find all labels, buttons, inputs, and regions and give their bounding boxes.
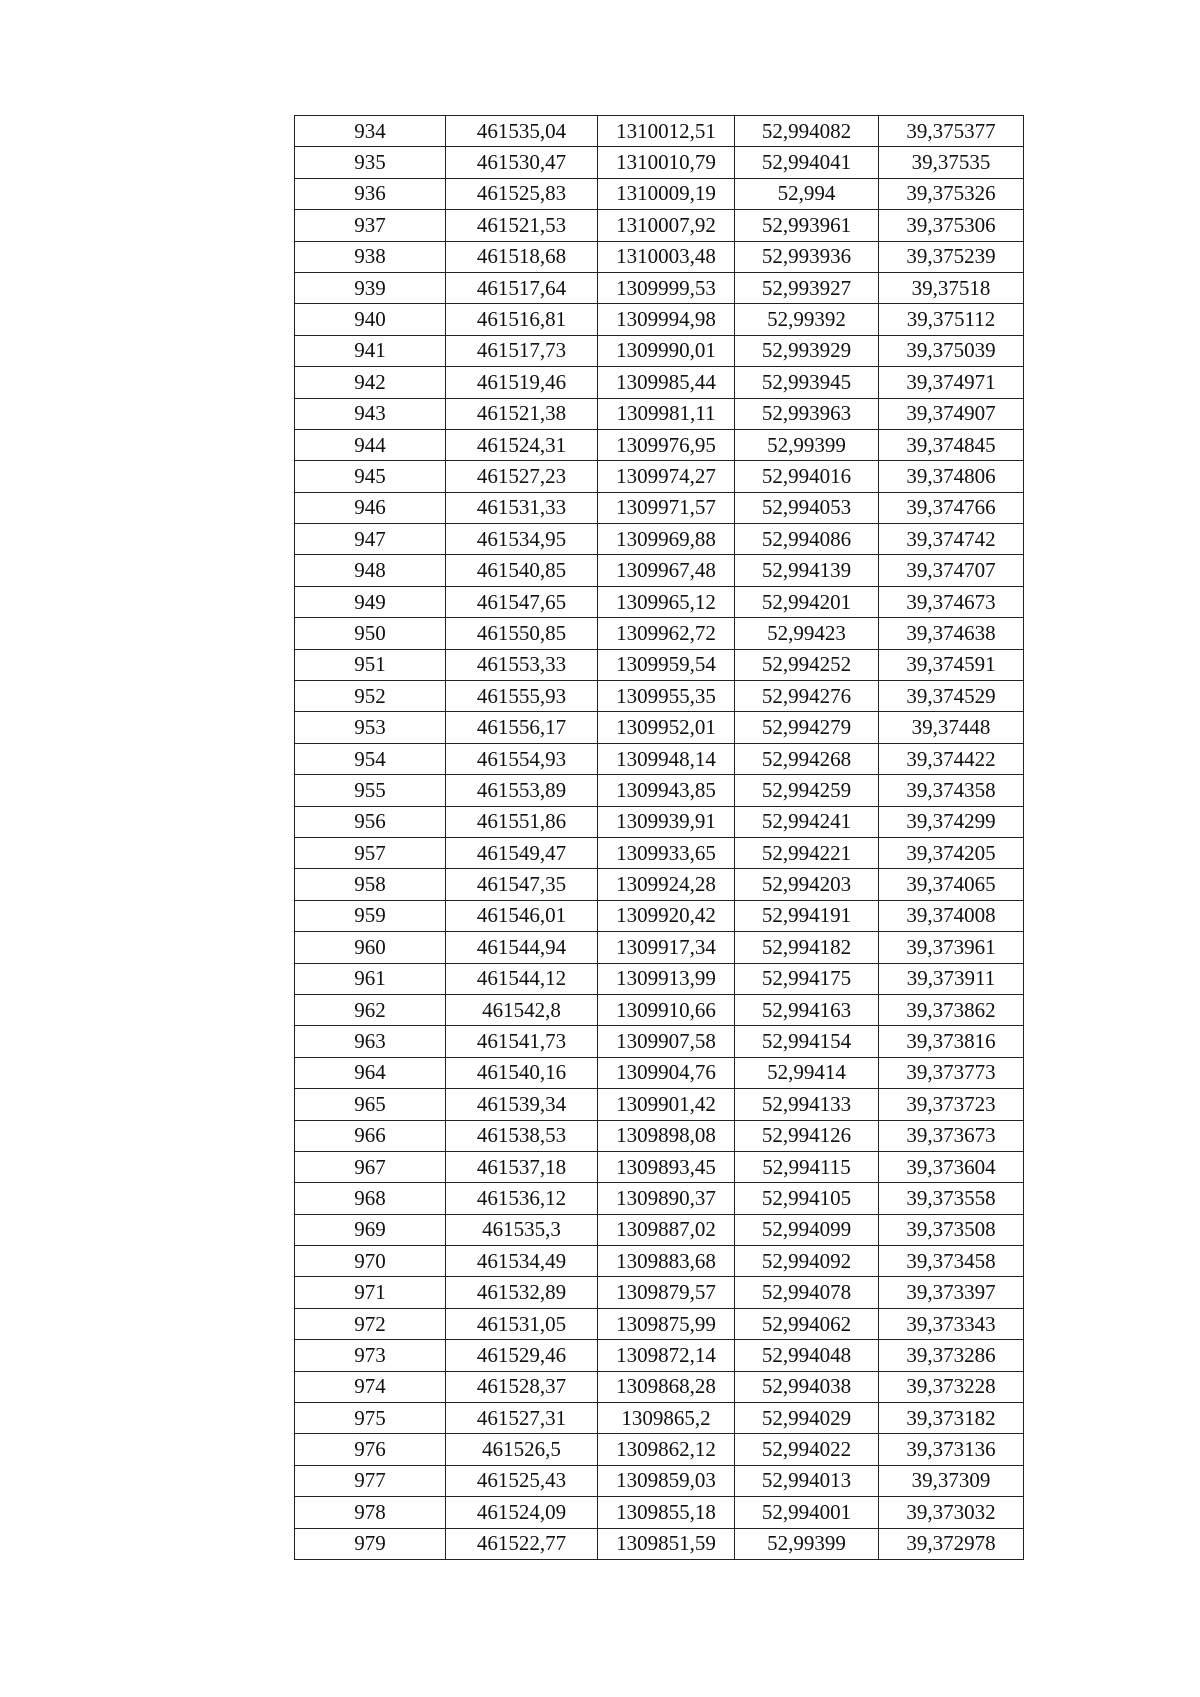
table-row bbox=[295, 1403, 1024, 1434]
y-coordinate-cell: 1309971,57 bbox=[598, 492, 735, 523]
table-row bbox=[295, 994, 1024, 1025]
x-coordinate-cell: 461540,16 bbox=[446, 1057, 598, 1088]
longitude-cell: 39,373816 bbox=[879, 1026, 1024, 1057]
latitude-cell: 52,993929 bbox=[735, 335, 879, 366]
table-row bbox=[295, 116, 1024, 147]
table-row bbox=[295, 649, 1024, 680]
y-coordinate-cell: 1309875,99 bbox=[598, 1308, 735, 1339]
coordinates-table-body bbox=[295, 116, 1024, 1560]
y-coordinate-cell: 1310010,79 bbox=[598, 147, 735, 178]
point-number-cell: 954 bbox=[295, 743, 446, 774]
table-row bbox=[295, 1308, 1024, 1339]
table-row bbox=[295, 524, 1024, 555]
longitude-cell: 39,37535 bbox=[879, 147, 1024, 178]
x-coordinate-cell: 461531,05 bbox=[446, 1308, 598, 1339]
point-number-cell: 966 bbox=[295, 1120, 446, 1151]
x-coordinate-cell: 461542,8 bbox=[446, 994, 598, 1025]
longitude-cell: 39,373343 bbox=[879, 1308, 1024, 1339]
point-number-cell: 956 bbox=[295, 806, 446, 837]
point-number-cell: 961 bbox=[295, 963, 446, 994]
longitude-cell: 39,374205 bbox=[879, 837, 1024, 868]
y-coordinate-cell: 1310007,92 bbox=[598, 210, 735, 241]
point-number-cell: 970 bbox=[295, 1246, 446, 1277]
point-number-cell: 965 bbox=[295, 1089, 446, 1120]
x-coordinate-cell: 461517,73 bbox=[446, 335, 598, 366]
latitude-cell: 52,993963 bbox=[735, 398, 879, 429]
x-coordinate-cell: 461525,83 bbox=[446, 178, 598, 209]
latitude-cell: 52,994016 bbox=[735, 461, 879, 492]
point-number-cell: 936 bbox=[295, 178, 446, 209]
table-row bbox=[295, 775, 1024, 806]
point-number-cell: 948 bbox=[295, 555, 446, 586]
y-coordinate-cell: 1309862,12 bbox=[598, 1434, 735, 1465]
y-coordinate-cell: 1309904,76 bbox=[598, 1057, 735, 1088]
y-coordinate-cell: 1309901,42 bbox=[598, 1089, 735, 1120]
y-coordinate-cell: 1309990,01 bbox=[598, 335, 735, 366]
latitude-cell: 52,994175 bbox=[735, 963, 879, 994]
latitude-cell: 52,994086 bbox=[735, 524, 879, 555]
point-number-cell: 957 bbox=[295, 837, 446, 868]
latitude-cell: 52,994252 bbox=[735, 649, 879, 680]
latitude-cell: 52,994062 bbox=[735, 1308, 879, 1339]
table-row bbox=[295, 555, 1024, 586]
table-row bbox=[295, 1528, 1024, 1559]
y-coordinate-cell: 1309879,57 bbox=[598, 1277, 735, 1308]
point-number-cell: 959 bbox=[295, 900, 446, 931]
x-coordinate-cell: 461536,12 bbox=[446, 1183, 598, 1214]
y-coordinate-cell: 1309898,08 bbox=[598, 1120, 735, 1151]
point-number-cell: 934 bbox=[295, 116, 446, 147]
table-row bbox=[295, 1497, 1024, 1528]
table-row bbox=[295, 1214, 1024, 1245]
latitude-cell: 52,994241 bbox=[735, 806, 879, 837]
point-number-cell: 974 bbox=[295, 1371, 446, 1402]
x-coordinate-cell: 461541,73 bbox=[446, 1026, 598, 1057]
longitude-cell: 39,375377 bbox=[879, 116, 1024, 147]
longitude-cell: 39,373286 bbox=[879, 1340, 1024, 1371]
longitude-cell: 39,374766 bbox=[879, 492, 1024, 523]
point-number-cell: 949 bbox=[295, 586, 446, 617]
y-coordinate-cell: 1309952,01 bbox=[598, 712, 735, 743]
longitude-cell: 39,37309 bbox=[879, 1465, 1024, 1496]
x-coordinate-cell: 461549,47 bbox=[446, 837, 598, 868]
coordinates-table bbox=[294, 115, 1024, 1560]
x-coordinate-cell: 461539,34 bbox=[446, 1089, 598, 1120]
longitude-cell: 39,375326 bbox=[879, 178, 1024, 209]
y-coordinate-cell: 1309974,27 bbox=[598, 461, 735, 492]
x-coordinate-cell: 461519,46 bbox=[446, 367, 598, 398]
latitude-cell: 52,994268 bbox=[735, 743, 879, 774]
y-coordinate-cell: 1309969,88 bbox=[598, 524, 735, 555]
longitude-cell: 39,374845 bbox=[879, 429, 1024, 460]
y-coordinate-cell: 1309943,85 bbox=[598, 775, 735, 806]
longitude-cell: 39,373961 bbox=[879, 932, 1024, 963]
point-number-cell: 977 bbox=[295, 1465, 446, 1496]
point-number-cell: 945 bbox=[295, 461, 446, 492]
table-row bbox=[295, 272, 1024, 303]
table-row bbox=[295, 367, 1024, 398]
y-coordinate-cell: 1309924,28 bbox=[598, 869, 735, 900]
table-row bbox=[295, 241, 1024, 272]
table-row bbox=[295, 461, 1024, 492]
longitude-cell: 39,374806 bbox=[879, 461, 1024, 492]
x-coordinate-cell: 461528,37 bbox=[446, 1371, 598, 1402]
longitude-cell: 39,373862 bbox=[879, 994, 1024, 1025]
x-coordinate-cell: 461522,77 bbox=[446, 1528, 598, 1559]
y-coordinate-cell: 1309967,48 bbox=[598, 555, 735, 586]
table-row bbox=[295, 1434, 1024, 1465]
longitude-cell: 39,373032 bbox=[879, 1497, 1024, 1528]
point-number-cell: 943 bbox=[295, 398, 446, 429]
longitude-cell: 39,373673 bbox=[879, 1120, 1024, 1151]
point-number-cell: 935 bbox=[295, 147, 446, 178]
y-coordinate-cell: 1309868,28 bbox=[598, 1371, 735, 1402]
longitude-cell: 39,37448 bbox=[879, 712, 1024, 743]
latitude-cell: 52,994013 bbox=[735, 1465, 879, 1496]
latitude-cell: 52,994203 bbox=[735, 869, 879, 900]
x-coordinate-cell: 461521,38 bbox=[446, 398, 598, 429]
latitude-cell: 52,994115 bbox=[735, 1151, 879, 1182]
x-coordinate-cell: 461544,94 bbox=[446, 932, 598, 963]
latitude-cell: 52,994182 bbox=[735, 932, 879, 963]
y-coordinate-cell: 1309976,95 bbox=[598, 429, 735, 460]
table-row bbox=[295, 1089, 1024, 1120]
table-row bbox=[295, 1246, 1024, 1277]
point-number-cell: 944 bbox=[295, 429, 446, 460]
table-row bbox=[295, 1371, 1024, 1402]
point-number-cell: 971 bbox=[295, 1277, 446, 1308]
latitude-cell: 52,994105 bbox=[735, 1183, 879, 1214]
latitude-cell: 52,994133 bbox=[735, 1089, 879, 1120]
longitude-cell: 39,374529 bbox=[879, 681, 1024, 712]
table-row bbox=[295, 210, 1024, 241]
y-coordinate-cell: 1310012,51 bbox=[598, 116, 735, 147]
x-coordinate-cell: 461537,18 bbox=[446, 1151, 598, 1182]
longitude-cell: 39,37518 bbox=[879, 272, 1024, 303]
longitude-cell: 39,374907 bbox=[879, 398, 1024, 429]
point-number-cell: 941 bbox=[295, 335, 446, 366]
latitude-cell: 52,994163 bbox=[735, 994, 879, 1025]
longitude-cell: 39,372978 bbox=[879, 1528, 1024, 1559]
point-number-cell: 953 bbox=[295, 712, 446, 743]
point-number-cell: 946 bbox=[295, 492, 446, 523]
longitude-cell: 39,374673 bbox=[879, 586, 1024, 617]
longitude-cell: 39,375239 bbox=[879, 241, 1024, 272]
y-coordinate-cell: 1309893,45 bbox=[598, 1151, 735, 1182]
longitude-cell: 39,373723 bbox=[879, 1089, 1024, 1120]
longitude-cell: 39,374299 bbox=[879, 806, 1024, 837]
latitude-cell: 52,99423 bbox=[735, 618, 879, 649]
point-number-cell: 958 bbox=[295, 869, 446, 900]
x-coordinate-cell: 461531,33 bbox=[446, 492, 598, 523]
point-number-cell: 973 bbox=[295, 1340, 446, 1371]
x-coordinate-cell: 461556,17 bbox=[446, 712, 598, 743]
longitude-cell: 39,375112 bbox=[879, 304, 1024, 335]
point-number-cell: 975 bbox=[295, 1403, 446, 1434]
point-number-cell: 955 bbox=[295, 775, 446, 806]
table-row bbox=[295, 869, 1024, 900]
x-coordinate-cell: 461534,95 bbox=[446, 524, 598, 555]
x-coordinate-cell: 461526,5 bbox=[446, 1434, 598, 1465]
longitude-cell: 39,374065 bbox=[879, 869, 1024, 900]
point-number-cell: 964 bbox=[295, 1057, 446, 1088]
table-row bbox=[295, 178, 1024, 209]
table-row bbox=[295, 492, 1024, 523]
y-coordinate-cell: 1309948,14 bbox=[598, 743, 735, 774]
longitude-cell: 39,374707 bbox=[879, 555, 1024, 586]
table-row bbox=[295, 743, 1024, 774]
x-coordinate-cell: 461544,12 bbox=[446, 963, 598, 994]
table-row bbox=[295, 304, 1024, 335]
table-row bbox=[295, 1465, 1024, 1496]
longitude-cell: 39,373397 bbox=[879, 1277, 1024, 1308]
latitude-cell: 52,994078 bbox=[735, 1277, 879, 1308]
table-row bbox=[295, 837, 1024, 868]
longitude-cell: 39,374742 bbox=[879, 524, 1024, 555]
x-coordinate-cell: 461555,93 bbox=[446, 681, 598, 712]
longitude-cell: 39,373773 bbox=[879, 1057, 1024, 1088]
latitude-cell: 52,993945 bbox=[735, 367, 879, 398]
latitude-cell: 52,99392 bbox=[735, 304, 879, 335]
x-coordinate-cell: 461532,89 bbox=[446, 1277, 598, 1308]
longitude-cell: 39,373228 bbox=[879, 1371, 1024, 1402]
table-row bbox=[295, 1057, 1024, 1088]
x-coordinate-cell: 461550,85 bbox=[446, 618, 598, 649]
point-number-cell: 962 bbox=[295, 994, 446, 1025]
table-row bbox=[295, 900, 1024, 931]
point-number-cell: 960 bbox=[295, 932, 446, 963]
latitude-cell: 52,994099 bbox=[735, 1214, 879, 1245]
latitude-cell: 52,994259 bbox=[735, 775, 879, 806]
latitude-cell: 52,994001 bbox=[735, 1497, 879, 1528]
latitude-cell: 52,994041 bbox=[735, 147, 879, 178]
table-row bbox=[295, 618, 1024, 649]
point-number-cell: 939 bbox=[295, 272, 446, 303]
longitude-cell: 39,375306 bbox=[879, 210, 1024, 241]
x-coordinate-cell: 461547,65 bbox=[446, 586, 598, 617]
latitude-cell: 52,994029 bbox=[735, 1403, 879, 1434]
point-number-cell: 950 bbox=[295, 618, 446, 649]
latitude-cell: 52,994053 bbox=[735, 492, 879, 523]
latitude-cell: 52,994126 bbox=[735, 1120, 879, 1151]
latitude-cell: 52,993961 bbox=[735, 210, 879, 241]
table-row bbox=[295, 335, 1024, 366]
x-coordinate-cell: 461527,23 bbox=[446, 461, 598, 492]
longitude-cell: 39,374358 bbox=[879, 775, 1024, 806]
point-number-cell: 940 bbox=[295, 304, 446, 335]
latitude-cell: 52,99399 bbox=[735, 1528, 879, 1559]
latitude-cell: 52,994279 bbox=[735, 712, 879, 743]
x-coordinate-cell: 461516,81 bbox=[446, 304, 598, 335]
table-row bbox=[295, 398, 1024, 429]
latitude-cell: 52,994022 bbox=[735, 1434, 879, 1465]
point-number-cell: 968 bbox=[295, 1183, 446, 1214]
table-row bbox=[295, 1340, 1024, 1371]
point-number-cell: 938 bbox=[295, 241, 446, 272]
y-coordinate-cell: 1309933,65 bbox=[598, 837, 735, 868]
x-coordinate-cell: 461551,86 bbox=[446, 806, 598, 837]
y-coordinate-cell: 1309994,98 bbox=[598, 304, 735, 335]
latitude-cell: 52,99414 bbox=[735, 1057, 879, 1088]
longitude-cell: 39,374591 bbox=[879, 649, 1024, 680]
latitude-cell: 52,994191 bbox=[735, 900, 879, 931]
x-coordinate-cell: 461546,01 bbox=[446, 900, 598, 931]
longitude-cell: 39,373604 bbox=[879, 1151, 1024, 1182]
x-coordinate-cell: 461538,53 bbox=[446, 1120, 598, 1151]
point-number-cell: 963 bbox=[295, 1026, 446, 1057]
point-number-cell: 969 bbox=[295, 1214, 446, 1245]
x-coordinate-cell: 461553,89 bbox=[446, 775, 598, 806]
y-coordinate-cell: 1309913,99 bbox=[598, 963, 735, 994]
point-number-cell: 937 bbox=[295, 210, 446, 241]
point-number-cell: 947 bbox=[295, 524, 446, 555]
y-coordinate-cell: 1309917,34 bbox=[598, 932, 735, 963]
y-coordinate-cell: 1309959,54 bbox=[598, 649, 735, 680]
table-row bbox=[295, 1120, 1024, 1151]
table-row bbox=[295, 429, 1024, 460]
x-coordinate-cell: 461525,43 bbox=[446, 1465, 598, 1496]
point-number-cell: 967 bbox=[295, 1151, 446, 1182]
y-coordinate-cell: 1309999,53 bbox=[598, 272, 735, 303]
x-coordinate-cell: 461521,53 bbox=[446, 210, 598, 241]
table-row bbox=[295, 1183, 1024, 1214]
y-coordinate-cell: 1309939,91 bbox=[598, 806, 735, 837]
x-coordinate-cell: 461529,46 bbox=[446, 1340, 598, 1371]
longitude-cell: 39,373558 bbox=[879, 1183, 1024, 1214]
x-coordinate-cell: 461524,31 bbox=[446, 429, 598, 460]
latitude-cell: 52,994276 bbox=[735, 681, 879, 712]
x-coordinate-cell: 461535,3 bbox=[446, 1214, 598, 1245]
y-coordinate-cell: 1309920,42 bbox=[598, 900, 735, 931]
longitude-cell: 39,373458 bbox=[879, 1246, 1024, 1277]
point-number-cell: 952 bbox=[295, 681, 446, 712]
latitude-cell: 52,993927 bbox=[735, 272, 879, 303]
longitude-cell: 39,374422 bbox=[879, 743, 1024, 774]
y-coordinate-cell: 1309859,03 bbox=[598, 1465, 735, 1496]
latitude-cell: 52,994 bbox=[735, 178, 879, 209]
y-coordinate-cell: 1309883,68 bbox=[598, 1246, 735, 1277]
x-coordinate-cell: 461517,64 bbox=[446, 272, 598, 303]
point-number-cell: 976 bbox=[295, 1434, 446, 1465]
point-number-cell: 978 bbox=[295, 1497, 446, 1528]
x-coordinate-cell: 461553,33 bbox=[446, 649, 598, 680]
table-row bbox=[295, 932, 1024, 963]
latitude-cell: 52,994221 bbox=[735, 837, 879, 868]
latitude-cell: 52,994048 bbox=[735, 1340, 879, 1371]
table-row bbox=[295, 712, 1024, 743]
x-coordinate-cell: 461524,09 bbox=[446, 1497, 598, 1528]
latitude-cell: 52,994082 bbox=[735, 116, 879, 147]
latitude-cell: 52,993936 bbox=[735, 241, 879, 272]
y-coordinate-cell: 1309887,02 bbox=[598, 1214, 735, 1245]
y-coordinate-cell: 1309955,35 bbox=[598, 681, 735, 712]
point-number-cell: 979 bbox=[295, 1528, 446, 1559]
latitude-cell: 52,994139 bbox=[735, 555, 879, 586]
longitude-cell: 39,373136 bbox=[879, 1434, 1024, 1465]
y-coordinate-cell: 1309985,44 bbox=[598, 367, 735, 398]
latitude-cell: 52,994201 bbox=[735, 586, 879, 617]
y-coordinate-cell: 1309865,2 bbox=[598, 1403, 735, 1434]
x-coordinate-cell: 461534,49 bbox=[446, 1246, 598, 1277]
y-coordinate-cell: 1309910,66 bbox=[598, 994, 735, 1025]
table-row bbox=[295, 147, 1024, 178]
latitude-cell: 52,994154 bbox=[735, 1026, 879, 1057]
longitude-cell: 39,373508 bbox=[879, 1214, 1024, 1245]
x-coordinate-cell: 461535,04 bbox=[446, 116, 598, 147]
table-row bbox=[295, 1151, 1024, 1182]
y-coordinate-cell: 1309907,58 bbox=[598, 1026, 735, 1057]
latitude-cell: 52,994092 bbox=[735, 1246, 879, 1277]
x-coordinate-cell: 461554,93 bbox=[446, 743, 598, 774]
longitude-cell: 39,374638 bbox=[879, 618, 1024, 649]
longitude-cell: 39,374008 bbox=[879, 900, 1024, 931]
x-coordinate-cell: 461527,31 bbox=[446, 1403, 598, 1434]
x-coordinate-cell: 461518,68 bbox=[446, 241, 598, 272]
longitude-cell: 39,374971 bbox=[879, 367, 1024, 398]
table-row bbox=[295, 586, 1024, 617]
y-coordinate-cell: 1309872,14 bbox=[598, 1340, 735, 1371]
x-coordinate-cell: 461530,47 bbox=[446, 147, 598, 178]
longitude-cell: 39,375039 bbox=[879, 335, 1024, 366]
y-coordinate-cell: 1309981,11 bbox=[598, 398, 735, 429]
y-coordinate-cell: 1309890,37 bbox=[598, 1183, 735, 1214]
table-row bbox=[295, 806, 1024, 837]
table-row bbox=[295, 1277, 1024, 1308]
latitude-cell: 52,994038 bbox=[735, 1371, 879, 1402]
y-coordinate-cell: 1310009,19 bbox=[598, 178, 735, 209]
table-row bbox=[295, 963, 1024, 994]
table-row bbox=[295, 681, 1024, 712]
point-number-cell: 951 bbox=[295, 649, 446, 680]
point-number-cell: 942 bbox=[295, 367, 446, 398]
x-coordinate-cell: 461547,35 bbox=[446, 869, 598, 900]
longitude-cell: 39,373182 bbox=[879, 1403, 1024, 1434]
point-number-cell: 972 bbox=[295, 1308, 446, 1339]
x-coordinate-cell: 461540,85 bbox=[446, 555, 598, 586]
longitude-cell: 39,373911 bbox=[879, 963, 1024, 994]
y-coordinate-cell: 1309851,59 bbox=[598, 1528, 735, 1559]
y-coordinate-cell: 1310003,48 bbox=[598, 241, 735, 272]
y-coordinate-cell: 1309962,72 bbox=[598, 618, 735, 649]
y-coordinate-cell: 1309965,12 bbox=[598, 586, 735, 617]
table-row bbox=[295, 1026, 1024, 1057]
y-coordinate-cell: 1309855,18 bbox=[598, 1497, 735, 1528]
latitude-cell: 52,99399 bbox=[735, 429, 879, 460]
